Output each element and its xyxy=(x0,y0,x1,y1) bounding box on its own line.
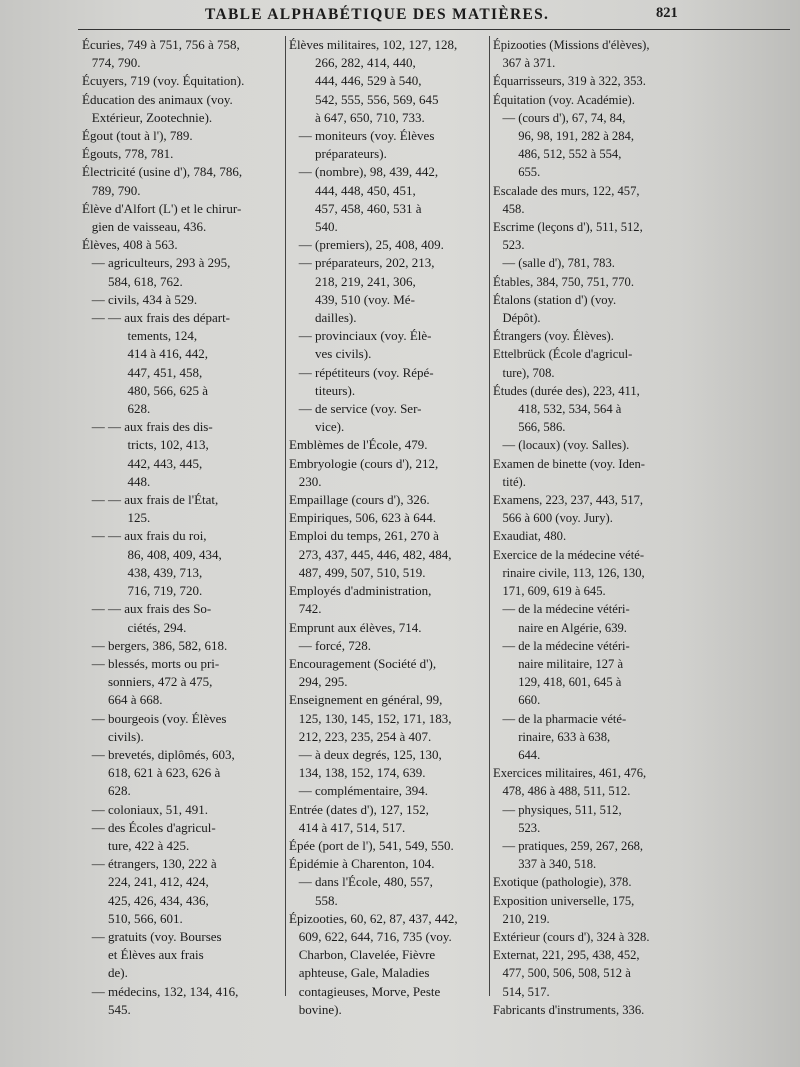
index-line: Exotique (pathologie), 378. xyxy=(493,875,632,890)
index-line: Emploi du temps, 261, 270 à xyxy=(289,528,439,544)
index-line: Examens, 223, 237, 443, 517, xyxy=(493,493,644,508)
index-line: — répétiteurs (voy. Répé- xyxy=(289,364,434,380)
index-line: — de la pharmacie vété- xyxy=(493,711,627,726)
index-line: Exercice de la médecine vété- xyxy=(493,547,645,562)
index-line: Égout (tout à l'), 789. xyxy=(82,128,193,144)
index-column-2 xyxy=(289,36,485,1019)
index-line: 566, 586. xyxy=(493,420,566,435)
index-line: 618, 621 à 623, 626 à xyxy=(82,765,221,781)
index-line: — — aux frais de l'État, xyxy=(82,492,219,508)
index-line: Dépôt). xyxy=(493,311,541,326)
index-line: Épizooties, 60, 62, 87, 437, 442, xyxy=(289,910,458,926)
index-line: 566 à 600 (voy. Jury). xyxy=(493,511,613,526)
index-line: 218, 219, 241, 306, xyxy=(289,273,416,289)
index-line: 477, 500, 506, 508, 512 à xyxy=(493,966,631,981)
index-line: — (premiers), 25, 408, 409. xyxy=(289,237,444,253)
index-line: titeurs). xyxy=(289,382,356,398)
index-line: Escrime (leçons d'), 511, 512, xyxy=(493,220,643,235)
index-line: 129, 418, 601, 645 à xyxy=(493,675,622,690)
index-line: Ettelbrück (École d'agricul- xyxy=(493,347,633,362)
index-line: Étalons (station d') (voy. xyxy=(493,292,617,307)
column-divider xyxy=(489,36,490,996)
index-line: 125. xyxy=(82,510,151,526)
index-line: Empaillage (cours d'), 326. xyxy=(289,492,430,508)
index-line: 212, 223, 235, 254 à 407. xyxy=(289,728,432,744)
index-line: 86, 408, 409, 434, xyxy=(82,546,222,562)
index-line: ture, 422 à 425. xyxy=(82,837,190,853)
index-line: — provinciaux (voy. Élè- xyxy=(289,328,432,344)
index-line: 558. xyxy=(289,892,338,908)
index-line: Écuries, 749 à 751, 756 à 758, xyxy=(82,37,240,52)
index-line: Extérieur (cours d'), 324 à 328. xyxy=(493,929,650,944)
index-line: tricts, 102, 413, xyxy=(82,437,209,453)
index-line: Extérieur, Zootechnie). xyxy=(82,109,213,125)
index-line: — civils, 434 à 529. xyxy=(82,291,198,307)
index-line: 514, 517. xyxy=(493,984,550,999)
index-line: — des Écoles d'agricul- xyxy=(82,819,216,835)
index-line: préparateurs). xyxy=(289,146,387,162)
index-line: — physiques, 511, 512, xyxy=(493,802,622,817)
index-line: 337 à 340, 518. xyxy=(493,857,597,872)
index-line: aphteuse, Gale, Maladies xyxy=(289,965,430,981)
index-line: naire en Algérie, 639. xyxy=(493,620,627,635)
index-line: 644. xyxy=(493,747,541,762)
index-line: — de service (voy. Ser- xyxy=(289,401,422,417)
index-line: — bourgeois (voy. Élèves xyxy=(82,710,227,726)
index-line: ture), 708. xyxy=(493,365,555,380)
index-line: 96, 98, 191, 282 à 284, xyxy=(493,129,634,144)
index-line: vice). xyxy=(289,419,345,435)
index-line: Examen de binette (voy. Iden- xyxy=(493,456,645,471)
index-line: 628. xyxy=(82,401,151,417)
index-line: — — aux frais des départ- xyxy=(82,310,231,326)
index-line: 480, 566, 625 à xyxy=(82,382,209,398)
index-line: 444, 448, 450, 451, xyxy=(289,182,416,198)
index-line: 457, 458, 460, 531 à xyxy=(289,200,422,216)
index-line: 660. xyxy=(493,693,541,708)
index-line: 438, 439, 713, xyxy=(82,564,203,580)
index-line: bovine). xyxy=(289,1001,342,1017)
index-line: — gratuits (voy. Bourses xyxy=(82,928,222,944)
index-line: — dans l'École, 480, 557, xyxy=(289,874,433,890)
index-line: 418, 532, 534, 564 à xyxy=(493,402,622,417)
index-line: Écuyers, 719 (voy. Équitation). xyxy=(82,73,245,89)
index-line: tité). xyxy=(493,474,526,489)
index-line: 523. xyxy=(493,820,541,835)
index-line: 444, 446, 529 à 540, xyxy=(289,73,422,89)
index-line: naire militaire, 127 à xyxy=(493,656,624,671)
index-line: Entrée (dates d'), 127, 152, xyxy=(289,801,429,817)
index-line: 224, 241, 412, 424, xyxy=(82,874,209,890)
index-line: 716, 719, 720. xyxy=(82,583,203,599)
index-line: 584, 618, 762. xyxy=(82,273,183,289)
index-line: contagieuses, Morve, Peste xyxy=(289,983,441,999)
index-line: Escalade des murs, 122, 457, xyxy=(493,183,640,198)
index-line: 742. xyxy=(289,601,322,617)
running-head-title: TABLE ALPHABÉTIQUE DES MATIÈRES. xyxy=(205,6,550,23)
page-number: 821 xyxy=(656,5,678,21)
index-line: 628. xyxy=(82,783,131,799)
index-line: — complémentaire, 394. xyxy=(289,783,428,799)
index-line: Exaudiat, 480. xyxy=(493,529,567,544)
index-line: 294, 295. xyxy=(289,674,348,690)
index-line: — forcé, 728. xyxy=(289,637,371,653)
header-rule xyxy=(78,29,790,30)
index-line: et Élèves aux frais xyxy=(82,947,204,963)
index-line: 171, 609, 619 à 645. xyxy=(493,584,606,599)
index-line: — agriculteurs, 293 à 295, xyxy=(82,255,231,271)
index-line: 458. xyxy=(493,201,525,216)
column-divider xyxy=(285,36,286,996)
index-line: Épidémie à Charenton, 104. xyxy=(289,856,435,872)
index-line: 414 à 417, 514, 517. xyxy=(289,819,406,835)
index-line: 125, 130, 145, 152, 171, 183, xyxy=(289,710,452,726)
index-line: 134, 138, 152, 174, 639. xyxy=(289,765,426,781)
index-line: 540. xyxy=(289,219,338,235)
index-line: 655. xyxy=(493,165,541,180)
index-line: — (locaux) (voy. Salles). xyxy=(493,438,630,453)
index-column-1 xyxy=(82,36,280,1019)
index-line: civils). xyxy=(82,728,144,744)
index-line: Charbon, Clavelée, Fièvre xyxy=(289,947,436,963)
index-line: sonniers, 472 à 475, xyxy=(82,674,213,690)
index-line: Exercices militaires, 461, 476, xyxy=(493,766,647,781)
index-line: Étrangers (voy. Élèves). xyxy=(493,329,614,344)
index-line: — (salle d'), 781, 783. xyxy=(493,256,615,271)
index-line: 486, 512, 552 à 554, xyxy=(493,147,622,162)
index-line: 266, 282, 414, 440, xyxy=(289,55,416,71)
index-line: 439, 510 (voy. Mé- xyxy=(289,291,415,307)
index-line: 230. xyxy=(289,473,322,489)
index-line: 523. xyxy=(493,238,525,253)
index-line: Équitation (voy. Académie). xyxy=(493,92,635,107)
index-line: — moniteurs (voy. Élèves xyxy=(289,128,435,144)
index-line: 789, 790. xyxy=(82,182,141,198)
index-line: Élèves militaires, 102, 127, 128, xyxy=(289,37,458,52)
index-line: 664 à 668. xyxy=(82,692,163,708)
index-line: 545. xyxy=(82,1001,131,1017)
index-line: — coloniaux, 51, 491. xyxy=(82,801,209,817)
index-line: — de la médecine vétéri- xyxy=(493,638,630,653)
index-line: — — aux frais du roi, xyxy=(82,528,207,544)
index-line: tements, 124, xyxy=(82,328,198,344)
index-line: 487, 499, 507, 510, 519. xyxy=(289,564,426,580)
index-line: rinaire, 633 à 638, xyxy=(493,729,611,744)
index-line: Fabricants d'instruments, 336. xyxy=(493,1002,645,1017)
index-line: Emblèmes de l'École, 479. xyxy=(289,437,428,453)
index-line: Empiriques, 506, 623 à 644. xyxy=(289,510,436,526)
index-line: 510, 566, 601. xyxy=(82,910,183,926)
index-line: — de la médecine vétéri- xyxy=(493,602,630,617)
index-line: 609, 622, 644, 716, 735 (voy. xyxy=(289,928,452,944)
index-line: — bergers, 386, 582, 618. xyxy=(82,637,228,653)
index-line: Emprunt aux élèves, 714. xyxy=(289,619,422,635)
index-column-3 xyxy=(493,36,795,1019)
index-line: — médecins, 132, 134, 416, xyxy=(82,983,239,999)
index-line: Exposition universelle, 175, xyxy=(493,893,635,908)
index-line: Égouts, 778, 781. xyxy=(82,146,174,162)
index-line: Enseignement en général, 99, xyxy=(289,692,443,708)
index-line: dailles). xyxy=(289,310,357,326)
index-line: de). xyxy=(82,965,128,981)
index-line: — préparateurs, 202, 213, xyxy=(289,255,435,271)
index-line: Élèves, 408 à 563. xyxy=(82,237,178,253)
index-line: — étrangers, 130, 222 à xyxy=(82,856,217,872)
index-line: 542, 555, 556, 569, 645 xyxy=(289,91,439,107)
index-line: 478, 486 à 488, 511, 512. xyxy=(493,784,631,799)
index-line: 414 à 416, 442, xyxy=(82,346,209,362)
index-line: gien de vaisseau, 436. xyxy=(82,219,207,235)
index-line: 425, 426, 434, 436, xyxy=(82,892,209,908)
index-line: Encouragement (Société d'), xyxy=(289,655,437,671)
index-line: 448. xyxy=(82,473,151,489)
index-line: 273, 437, 445, 446, 482, 484, xyxy=(289,546,452,562)
index-line: — pratiques, 259, 267, 268, xyxy=(493,838,644,853)
index-line: Élève d'Alfort (L') et le chirur- xyxy=(82,200,242,216)
index-line: Embryologie (cours d'), 212, xyxy=(289,455,439,471)
index-line: — à deux degrés, 125, 130, xyxy=(289,746,442,762)
index-line: Étables, 384, 750, 751, 770. xyxy=(493,274,634,289)
index-line: — (nombre), 98, 439, 442, xyxy=(289,164,439,180)
index-line: 367 à 371. xyxy=(493,56,556,71)
index-line: ciétés, 294. xyxy=(82,619,187,635)
index-line: — — aux frais des dis- xyxy=(82,419,213,435)
index-line: Éducation des animaux (voy. xyxy=(82,91,233,107)
index-line: — (cours d'), 67, 74, 84, xyxy=(493,110,626,125)
index-line: ves civils). xyxy=(289,346,372,362)
index-line: Externat, 221, 295, 438, 452, xyxy=(493,948,640,963)
index-line: — — aux frais des So- xyxy=(82,601,212,617)
index-line: — blessés, morts ou pri- xyxy=(82,655,220,671)
index-line: Épée (port de l'), 541, 549, 550. xyxy=(289,837,454,853)
index-line: Employés d'administration, xyxy=(289,583,432,599)
index-line: Électricité (usine d'), 784, 786, xyxy=(82,164,243,180)
index-line: rinaire civile, 113, 126, 130, xyxy=(493,565,645,580)
index-line: 774, 790. xyxy=(82,55,141,71)
index-line: — brevetés, diplômés, 603, xyxy=(82,746,235,762)
index-line: Équarrisseurs, 319 à 322, 353. xyxy=(493,74,646,89)
index-line: Épizooties (Missions d'élèves), xyxy=(493,38,650,52)
index-line: 210, 219. xyxy=(493,911,550,926)
index-line: Études (durée des), 223, 411, xyxy=(493,383,640,398)
index-line: 447, 451, 458, xyxy=(82,364,203,380)
index-line: 442, 443, 445, xyxy=(82,455,203,471)
index-line: à 647, 650, 710, 733. xyxy=(289,109,425,125)
